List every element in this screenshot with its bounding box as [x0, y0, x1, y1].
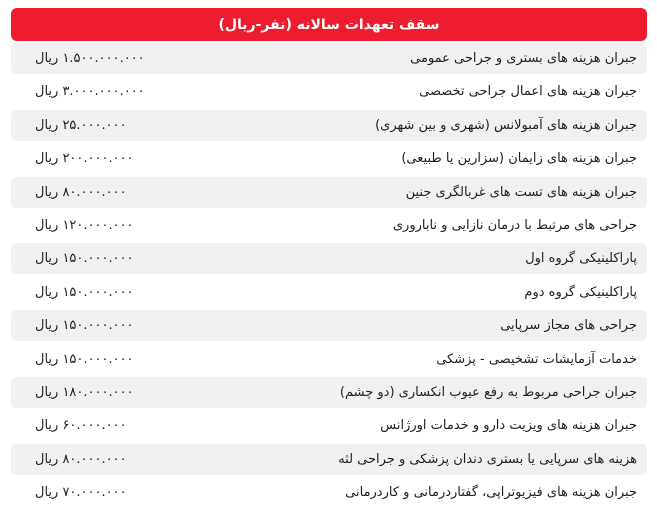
table-row [11, 344, 647, 375]
row-label: جراحی های مرتبط با درمان نازایی و ناباروری [392, 217, 637, 233]
row-label: خدمات آزمایشات تشخیصی - پزشکی [436, 351, 637, 367]
table-row [11, 477, 647, 508]
table-row [11, 377, 647, 408]
table-title: سقف تعهدات سالانه (نفر-ریال) [218, 16, 440, 33]
row-label: جبران هزینه های فیزیوتراپی، گفتاردرمانی و کاردرمانی [345, 485, 637, 501]
row-amount: ۸۰.۰۰۰.۰۰۰ ریال [35, 451, 127, 467]
row-amount: ۱.۵۰۰.۰۰۰.۰۰۰ ریال [35, 51, 145, 66]
row-amount: ۱۵۰.۰۰۰.۰۰۰ ریال [35, 318, 134, 334]
table-header [11, 8, 647, 41]
row-amount: ۱۵۰.۰۰۰.۰۰۰ ریال [35, 284, 134, 300]
table-row [11, 444, 647, 475]
row-amount: ۶۰.۰۰۰.۰۰۰ ریال [35, 418, 127, 434]
row-amount: ۲۵.۰۰۰.۰۰۰ ریال [35, 117, 127, 133]
row-amount: ۸۰.۰۰۰.۰۰۰ ریال [35, 184, 127, 200]
row-amount: ۱۸۰.۰۰۰.۰۰۰ ریال [35, 384, 134, 400]
row-label: پاراکلینیکی گروه اول [525, 251, 637, 267]
row-label: جبران هزینه های آمبولانس (شهری و بین شهری) [375, 117, 637, 133]
table-row [11, 277, 647, 308]
row-label: هزینه های سرپایی یا بستری دندان پزشکی و جراحی لثه [338, 451, 637, 467]
row-amount: ۱۵۰.۰۰۰.۰۰۰ ریال [35, 351, 134, 367]
row-amount: ۱۲۰.۰۰۰.۰۰۰ ریال [35, 217, 134, 233]
table-row [11, 143, 647, 174]
table-row [11, 110, 647, 141]
row-label: جبران هزینه های اعمال جراحی تخصصی [419, 84, 637, 100]
table-row [11, 243, 647, 274]
row-amount: ۱۵۰.۰۰۰.۰۰۰ ریال [35, 251, 134, 267]
row-label: جبران هزینه های ویزیت دارو و خدمات اورژانس [380, 418, 637, 434]
table-row [11, 210, 647, 241]
row-label: پاراکلینیکی گروه دوم [524, 284, 637, 300]
table-row [11, 43, 647, 74]
row-amount: ۲۰۰.۰۰۰.۰۰۰ ریال [35, 151, 134, 167]
row-amount: ۷۰.۰۰۰.۰۰۰ ریال [35, 485, 127, 501]
table-row [11, 177, 647, 208]
table-body [11, 43, 647, 510]
row-label: جبران هزینه های بستری و جراحی عمومی [410, 51, 637, 66]
table-row [11, 310, 647, 341]
row-label: جراحی های مجاز سرپایی [500, 318, 637, 334]
row-label: جبران جراحی مربوط به رفع عیوب انکساری (دو چشم) [339, 384, 637, 400]
row-label: جبران هزینه های تست های غربالگری جنین [405, 184, 637, 200]
row-label: جبران هزینه های زایمان (سزارین یا طبیعی) [401, 151, 637, 167]
row-amount: ۳.۰۰۰.۰۰۰.۰۰۰ ریال [35, 84, 145, 100]
table-row [11, 410, 647, 441]
table-row [11, 76, 647, 107]
